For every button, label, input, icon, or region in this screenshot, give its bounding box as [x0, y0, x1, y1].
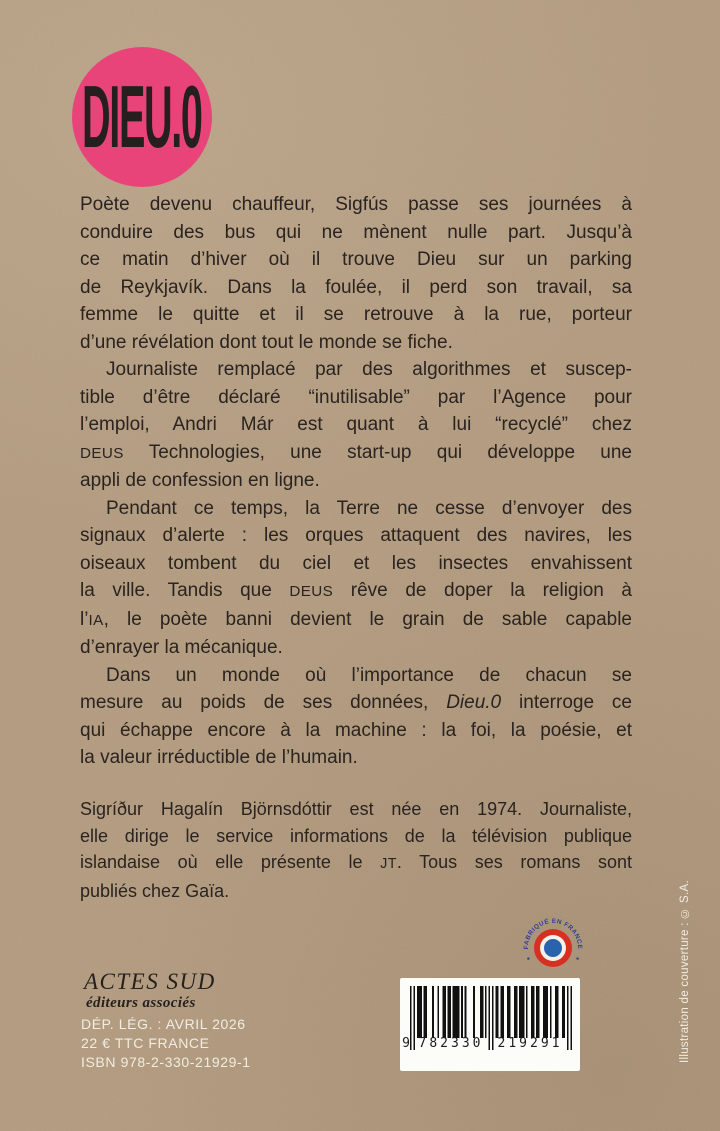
text-line: conduire des bus qui ne mènent nulle part. Jusqu’à: [80, 221, 632, 243]
paragraph: [80, 662, 632, 772]
title-badge-circle: [72, 47, 212, 187]
text-line: ce matin d’hiver où il trouve Dieu sur un parking: [80, 249, 632, 270]
text-line: de Reykjavík. Dans la foulée, il perd son travail, sa: [80, 276, 632, 298]
text-line: Poète devenu chauffeur, Sigfús passe ses journées à: [80, 194, 632, 215]
roundel-dot-right: [576, 957, 578, 959]
made-in-france-arc-text: FABRIQUÉ EN FRANCE: [522, 917, 584, 950]
text-line: l’IA, le poète banni devient le grain de sable capable: [80, 608, 632, 630]
barcode-digits-left: 782330: [418, 1036, 484, 1051]
text-line: l’emploi, Andri Már est quant à lui “recyclé” chez: [80, 414, 632, 435]
publisher-logo-actes-sud: ACTES SUD: [84, 969, 216, 994]
price-line: 22 € TTC FRANCE: [81, 1035, 210, 1051]
legal-deposit-line: DÉP. LÉG. : AVRIL 2026: [81, 1016, 246, 1032]
text-line: islandaise où elle présente le JT. Tous ses romans sont: [80, 852, 632, 872]
barcode-sticker: [400, 978, 580, 1071]
publisher-subtitle: éditeurs associés: [86, 995, 196, 1011]
barcode-digit-first: 9: [402, 1036, 410, 1051]
cover-illustration-credit: Illustration de couverture : © S.A.: [679, 880, 691, 1064]
paragraph: [80, 796, 632, 904]
paragraph: [80, 356, 632, 495]
text-line: appli de confession en ligne.: [80, 470, 320, 491]
roundel-blue-center: [544, 939, 562, 957]
text-line: la ville. Tandis que DEUS rêve de doper la religion à: [80, 580, 632, 601]
isbn-line: ISBN 978-2-330-21929-1: [81, 1054, 251, 1070]
paragraph: [80, 495, 632, 662]
barcode-digits-right: 219291: [497, 1036, 563, 1051]
text-line: Dans un monde où l’importance de chacun se: [106, 664, 632, 686]
made-in-france-roundel-icon: [521, 916, 585, 980]
author-bio-text: [80, 796, 632, 904]
paragraph: [80, 191, 632, 356]
text-line: la valeur irréductible de l’humain.: [80, 747, 358, 768]
text-line: Sigríður Hagalín Björnsdóttir est née en 1974. Journaliste,: [80, 799, 632, 819]
text-line: DEUS Technologies, une start-up qui développe une: [80, 441, 632, 463]
text-line: signaux d’alerte : les orques attaquent des navires, les: [80, 525, 632, 546]
synopsis-text: [80, 191, 632, 772]
text-line: d’enrayer la mécanique.: [80, 637, 283, 658]
text-line: qui échappe encore à la machine : la foi, la poésie, et: [80, 719, 632, 741]
text-line: femme le quitte et il se retrouve à la rue, porteur: [80, 304, 632, 325]
legal-block: [81, 1015, 251, 1072]
text-line: tible d’être déclaré “inutilisable” par l’Agence pour: [80, 386, 632, 408]
text-line: Journaliste remplacé par des algorithmes et suscep-: [106, 359, 632, 380]
text-line: publiés chez Gaïa.: [80, 880, 230, 901]
text-line: d’une révélation dont tout le monde se fiche.: [80, 331, 453, 353]
text-line: Pendant ce temps, la Terre ne cesse d’envoyer des: [106, 497, 632, 519]
text-line: mesure au poids de ses données, Dieu.0 interroge ce: [80, 692, 632, 713]
text-line: elle dirige le service informations de la télévision publique: [80, 825, 632, 846]
book-title: DIEU.0: [82, 67, 202, 166]
roundel-dot-left: [527, 957, 529, 959]
text-line: oiseaux tombent du ciel et les insectes envahissent: [80, 552, 632, 574]
ean13-barcode: [402, 986, 572, 1052]
